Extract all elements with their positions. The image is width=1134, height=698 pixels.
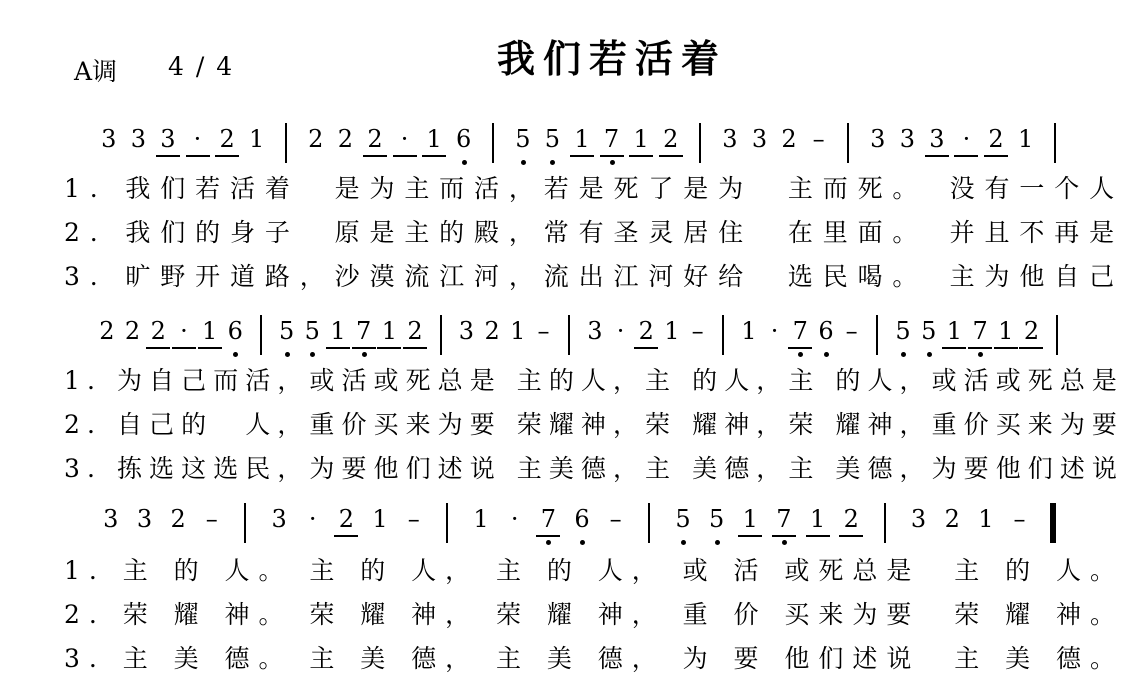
note-symbol: 5 xyxy=(278,317,295,345)
eighth-underline xyxy=(326,347,350,349)
lyric-line xyxy=(64,552,1124,590)
note xyxy=(365,502,395,548)
note-symbol: · xyxy=(510,505,519,533)
note xyxy=(419,122,449,168)
note xyxy=(94,122,124,168)
lyric-text: 2. 自己的 人，重价买来为要 荣耀神，荣 耀神，荣 耀神，重价买来为要 xyxy=(64,410,1124,439)
barline xyxy=(1056,315,1058,355)
note-symbol: 1 xyxy=(741,317,757,345)
note-symbol: 3 xyxy=(587,317,603,345)
note-symbol: 2 xyxy=(219,125,235,153)
lyric-line xyxy=(64,406,1124,444)
note xyxy=(971,502,1001,548)
low-octave-dot xyxy=(580,540,585,545)
note-symbol: 2 xyxy=(308,125,324,153)
note-symbol: 3 xyxy=(751,125,768,153)
note-symbol: 3 xyxy=(899,125,915,153)
note-symbol: 2 xyxy=(988,125,1004,153)
eighth-underline xyxy=(942,347,966,349)
eighth-underline xyxy=(772,535,796,537)
note-symbol: – xyxy=(537,317,550,345)
note xyxy=(892,122,922,168)
lyric-text: 2. 我们的身子 原是主的殿，常有圣灵居住 在里面。 并且不再是 xyxy=(64,218,1124,247)
eighth-underline xyxy=(788,347,812,349)
note xyxy=(360,122,390,168)
note-symbol: 1 xyxy=(510,317,526,345)
low-octave-dot xyxy=(462,160,467,165)
note-symbol: 2 xyxy=(150,317,166,345)
note-symbol: 1 xyxy=(1017,125,1034,153)
note-symbol: 2 xyxy=(638,317,654,345)
hold-dash xyxy=(837,314,867,360)
note-symbol: 3 xyxy=(458,317,475,345)
barline xyxy=(568,315,570,355)
low-octave-dot xyxy=(715,540,720,545)
eighth-underline xyxy=(334,535,358,537)
note-symbol: 5 xyxy=(304,317,320,345)
note-symbol: · xyxy=(770,317,779,345)
note-symbol: 3 xyxy=(910,505,927,533)
note-symbol: 7 xyxy=(972,317,988,345)
low-octave-dot xyxy=(233,352,238,357)
note xyxy=(242,122,272,168)
eighth-underline xyxy=(215,155,239,157)
note xyxy=(264,502,294,548)
note-symbol: · xyxy=(962,125,971,153)
hold-dash xyxy=(197,502,227,548)
note-symbol: · xyxy=(193,125,202,153)
note xyxy=(123,122,153,168)
low-octave-dot xyxy=(927,352,932,357)
note-symbol: 1 xyxy=(809,505,826,533)
barline xyxy=(699,123,701,163)
barline xyxy=(244,503,246,543)
note xyxy=(937,502,967,548)
eighth-underline xyxy=(186,155,210,157)
note-symbol: 1 xyxy=(742,505,758,533)
note xyxy=(1011,122,1041,168)
eighth-underline xyxy=(925,155,949,157)
note-symbol: 6 xyxy=(574,505,590,533)
note-symbol: 2 xyxy=(484,317,500,345)
note-symbol: 3 xyxy=(722,125,738,153)
note-symbol: · xyxy=(616,317,625,345)
eighth-underline xyxy=(393,155,417,157)
note-symbol: – xyxy=(205,505,218,533)
note-symbol: 1 xyxy=(426,125,442,153)
note-symbol: 7 xyxy=(792,317,808,345)
eighth-underline xyxy=(839,535,863,537)
lyric-text: 1. 我们若活着 是为主而活，若是死了是为 主而死。 没有一个人 xyxy=(64,174,1124,203)
note-symbol: 3 xyxy=(136,505,153,533)
note-symbol: 6 xyxy=(818,317,834,345)
note-symbol: 3 xyxy=(160,125,176,153)
note-symbol: 7 xyxy=(776,505,792,533)
eighth-underline xyxy=(422,155,446,157)
note xyxy=(735,502,765,548)
hold-dash xyxy=(601,502,631,548)
note-symbol: 1 xyxy=(978,505,994,533)
note-symbol: 5 xyxy=(708,505,725,533)
note-symbol: 2 xyxy=(337,125,354,153)
note-symbol: 5 xyxy=(895,317,911,345)
low-octave-dot xyxy=(610,160,615,165)
note xyxy=(400,314,430,360)
lyric-line xyxy=(64,170,1124,208)
note-symbol: 1 xyxy=(381,317,397,345)
note xyxy=(922,122,952,168)
eighth-underline xyxy=(403,347,427,349)
eighth-underline xyxy=(954,155,978,157)
note xyxy=(803,502,833,548)
key-signature: A调 xyxy=(74,57,118,86)
low-octave-dot xyxy=(550,160,555,165)
note xyxy=(668,502,698,548)
note-symbol: 2 xyxy=(781,125,797,153)
note xyxy=(153,122,183,168)
note-symbol: 2 xyxy=(338,505,355,533)
note-symbol: 1 xyxy=(372,505,388,533)
note xyxy=(769,502,799,548)
hold-dash xyxy=(528,314,558,360)
note xyxy=(129,502,159,548)
low-octave-dot xyxy=(798,352,803,357)
eighth-underline xyxy=(994,347,1018,349)
low-octave-dot xyxy=(681,540,686,545)
time-signature: 4 / 4 xyxy=(168,52,235,81)
dot-mark xyxy=(951,122,981,168)
barline xyxy=(285,123,287,163)
low-octave-dot xyxy=(285,352,290,357)
note-symbol: 3 xyxy=(130,125,146,153)
eighth-underline xyxy=(363,155,387,157)
note-symbol: 2 xyxy=(663,125,679,153)
note xyxy=(981,122,1011,168)
eighth-underline xyxy=(806,535,830,537)
note-symbol: 3 xyxy=(103,505,119,533)
note-symbol: 2 xyxy=(843,505,859,533)
barline xyxy=(260,315,262,355)
note-symbol: 6 xyxy=(456,125,472,153)
lyric-line xyxy=(64,214,1124,252)
note xyxy=(508,122,538,168)
barline xyxy=(1054,123,1056,163)
note-symbol: · xyxy=(308,505,317,533)
note-symbol: · xyxy=(180,317,188,345)
note xyxy=(331,502,361,548)
note xyxy=(466,502,496,548)
note xyxy=(904,502,934,548)
note-symbol: – xyxy=(812,125,825,153)
note-symbol: 3 xyxy=(929,125,945,153)
eighth-underline xyxy=(600,155,624,157)
note-symbol: 7 xyxy=(603,125,620,153)
note-symbol: 3 xyxy=(870,125,886,153)
note-symbol: 2 xyxy=(944,505,960,533)
dot-mark xyxy=(390,122,420,168)
note-symbol: 2 xyxy=(99,317,115,345)
low-octave-dot xyxy=(824,352,829,357)
note xyxy=(212,122,242,168)
note xyxy=(656,122,686,168)
note xyxy=(836,502,866,548)
lyric-line xyxy=(64,450,1124,488)
barline xyxy=(648,503,650,543)
lyric-line xyxy=(64,640,1124,678)
note xyxy=(744,122,774,168)
barline xyxy=(847,123,849,163)
note xyxy=(96,502,126,548)
lyric-line xyxy=(64,258,1124,296)
eighth-underline xyxy=(536,535,560,537)
eighth-underline xyxy=(156,155,180,157)
notation-line xyxy=(0,502,1134,548)
dot-mark xyxy=(500,502,530,548)
note xyxy=(1016,314,1046,360)
note-symbol: 5 xyxy=(515,125,531,153)
note-symbol: · xyxy=(400,125,409,153)
note-symbol: – xyxy=(845,317,858,345)
lyric-text: 1. 为自己而活，或活或死总是 主的人，主 的人，主 的人，或活或死总是 xyxy=(64,366,1124,395)
note xyxy=(597,122,627,168)
note-symbol: 1 xyxy=(201,317,218,345)
note xyxy=(702,502,732,548)
note-symbol: – xyxy=(1013,505,1026,533)
barline xyxy=(876,315,878,355)
hold-dash xyxy=(399,502,429,548)
note xyxy=(163,502,193,548)
note-symbol: 1 xyxy=(998,317,1014,345)
eighth-underline xyxy=(984,155,1008,157)
lyric-text: 3. 旷野开道路，沙漠流江河，流出江河好给 选民喝。 主为他自己 xyxy=(64,262,1124,291)
lyric-line xyxy=(64,596,1124,634)
note xyxy=(626,122,656,168)
note xyxy=(330,122,360,168)
note xyxy=(567,122,597,168)
note-symbol: 1 xyxy=(330,317,346,345)
barline xyxy=(440,315,442,355)
lyric-line xyxy=(64,362,1124,400)
note xyxy=(774,122,804,168)
lyric-text: 1. 主 的 人。 主 的 人， 主 的 人， 或 活 或死总是 主 的 人。 xyxy=(64,556,1124,585)
note-symbol: 3 xyxy=(271,505,287,533)
lyric-text: 3. 拣选这选民，为要他们述说 主美德，主 美德，主 美德，为要他们述说 xyxy=(64,454,1124,483)
final-barline xyxy=(1050,503,1056,543)
notation-line xyxy=(0,314,1134,360)
eighth-underline xyxy=(172,347,196,349)
barline xyxy=(492,123,494,163)
note xyxy=(567,502,597,548)
note-symbol: 3 xyxy=(101,125,117,153)
note-symbol: 7 xyxy=(540,505,556,533)
lyric-text: 2. 荣 耀 神。 荣 耀 神， 荣 耀 神， 重 价 买来为要 荣 耀 神。 xyxy=(64,600,1124,629)
low-octave-dot xyxy=(310,352,315,357)
note-symbol: 5 xyxy=(921,317,937,345)
note xyxy=(449,122,479,168)
note-symbol: – xyxy=(691,317,704,345)
note-symbol: 2 xyxy=(170,505,186,533)
low-octave-dot xyxy=(901,352,906,357)
eighth-underline xyxy=(198,347,222,349)
song-title: 我们若活着 xyxy=(497,37,728,81)
barline xyxy=(722,315,724,355)
eighth-underline xyxy=(352,347,376,349)
note xyxy=(220,314,250,360)
barline xyxy=(446,503,448,543)
note xyxy=(715,122,745,168)
low-octave-dot xyxy=(978,352,983,357)
note-symbol: 1 xyxy=(946,317,963,345)
hold-dash xyxy=(683,314,713,360)
note-symbol: 6 xyxy=(227,317,243,345)
note-symbol: 1 xyxy=(664,317,680,345)
note-symbol: 1 xyxy=(574,125,590,153)
note xyxy=(533,502,563,548)
note-symbol: – xyxy=(609,505,622,533)
eighth-underline xyxy=(629,155,653,157)
note-symbol: 1 xyxy=(633,125,649,153)
hold-dash xyxy=(804,122,834,168)
eighth-underline xyxy=(1019,347,1043,349)
eighth-underline xyxy=(738,535,762,537)
dot-mark xyxy=(298,502,328,548)
note xyxy=(537,122,567,168)
eighth-underline xyxy=(377,347,401,349)
note xyxy=(863,122,893,168)
barline xyxy=(884,503,886,543)
note-symbol: 7 xyxy=(356,317,372,345)
note xyxy=(301,122,331,168)
low-octave-dot xyxy=(546,540,551,545)
low-octave-dot xyxy=(782,540,787,545)
dot-mark xyxy=(183,122,213,168)
eighth-underline xyxy=(659,155,683,157)
note-symbol: 2 xyxy=(124,317,141,345)
low-octave-dot xyxy=(362,352,367,357)
eighth-underline xyxy=(570,155,594,157)
eighth-underline xyxy=(968,347,992,349)
note-symbol: 1 xyxy=(249,125,265,153)
eighth-underline xyxy=(146,347,170,349)
notation-line xyxy=(0,122,1134,168)
note-symbol: – xyxy=(407,505,420,533)
hold-dash xyxy=(1005,502,1035,548)
eighth-underline xyxy=(634,347,658,349)
note-symbol: 2 xyxy=(367,125,383,153)
note-symbol: 2 xyxy=(1023,317,1040,345)
note-symbol: 1 xyxy=(473,505,489,533)
note-symbol: 5 xyxy=(675,505,691,533)
note-symbol: 2 xyxy=(407,317,423,345)
lyric-text: 3. 主 美 德。 主 美 德， 主 美 德， 为 要 他们述说 主 美 德。 xyxy=(64,644,1124,673)
low-octave-dot xyxy=(521,160,526,165)
note-symbol: 5 xyxy=(544,125,561,153)
